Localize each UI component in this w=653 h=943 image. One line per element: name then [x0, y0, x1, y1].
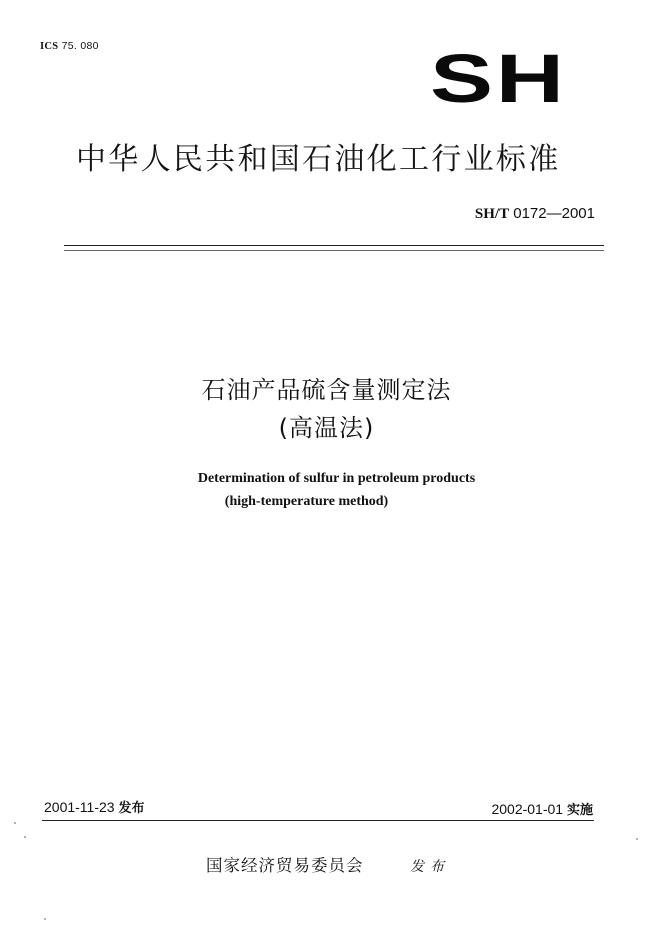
standard-code: 0172—2001: [513, 205, 595, 222]
issue-date-label: 发布: [118, 801, 145, 816]
top-divider: [64, 245, 604, 246]
organization-title: 中华人民共和国石油化工行业标准: [76, 142, 561, 177]
issue-date: [44, 797, 144, 816]
subtitle-english: (high-temperature method): [224, 494, 389, 509]
standard-number: [475, 205, 595, 223]
ics-number: 75. 080: [61, 40, 99, 52]
scan-speck: [636, 838, 638, 840]
implementation-date: [491, 799, 593, 818]
implementation-date-value: 2002-01-01: [491, 801, 564, 817]
title-english: Determination of sulfur in petroleum products: [197, 471, 476, 486]
top-divider-thin: [64, 250, 604, 251]
scan-speck: [44, 918, 46, 920]
issuer-action: 发布: [410, 859, 450, 875]
bottom-divider: [42, 820, 594, 821]
title-chinese: 石油产品硫含量测定法: [201, 376, 452, 404]
ics-code: [40, 40, 99, 52]
subtitle-chinese: (高温法): [278, 414, 375, 442]
scan-speck: [24, 836, 26, 838]
ics-prefix: ICS: [40, 41, 59, 52]
issuer-name: 国家经济贸易委员会: [206, 856, 364, 875]
sh-logo: SH: [430, 40, 567, 117]
standard-prefix: SH/T: [474, 206, 510, 222]
implementation-date-label: 实施: [566, 803, 593, 818]
scan-speck: [14, 822, 16, 824]
issue-date-value: 2001-11-23: [44, 799, 115, 815]
